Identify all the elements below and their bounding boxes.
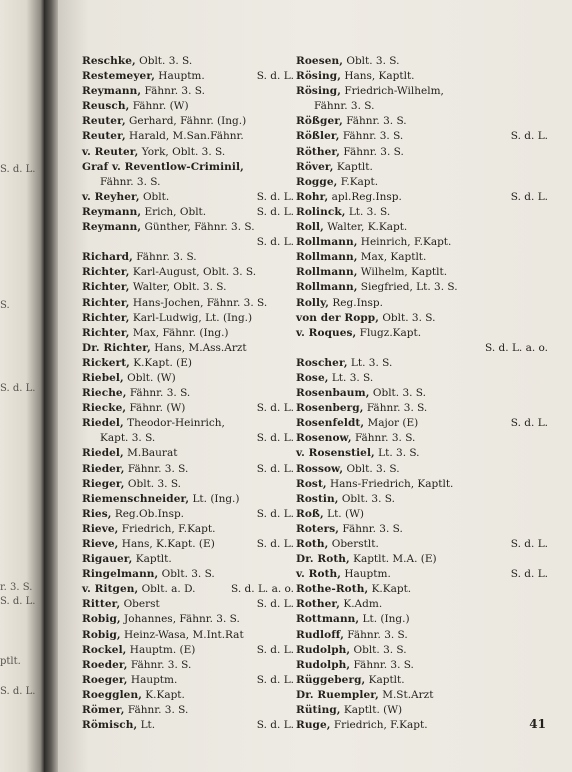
list-item bbox=[82, 190, 294, 205]
entry-name: Rockel, bbox=[82, 643, 127, 656]
entry-name: Rohr, bbox=[296, 190, 329, 203]
book-gutter bbox=[44, 0, 58, 772]
entry-details: Reg.Insp. bbox=[332, 296, 383, 309]
entry-name: Rollmann, bbox=[296, 281, 358, 294]
list-item bbox=[296, 220, 548, 235]
list-item bbox=[82, 507, 294, 522]
entry-note: S. d. L. bbox=[256, 70, 294, 83]
entry-details: Fähnr. 3. S. bbox=[314, 100, 375, 113]
left-page-fragment: S. d. L. bbox=[0, 686, 36, 697]
entry-note: S. d. L. a. o. bbox=[231, 583, 294, 596]
entry-note: S. d. L. bbox=[256, 236, 294, 249]
entry-details: Oblt. 3. S. bbox=[382, 311, 436, 324]
entry-details: Fähnr. 3. S. bbox=[347, 628, 408, 641]
entry-details: Fähnr. 3. S. bbox=[129, 387, 191, 400]
entry-details: Fähnr. 3. S. bbox=[130, 658, 192, 671]
entry-name: Robig, bbox=[82, 613, 121, 626]
list-item bbox=[296, 582, 548, 597]
entry-details: Max, Kaptlt. bbox=[360, 251, 427, 264]
page-number: 41 bbox=[529, 717, 546, 731]
entry-details: Oblt. 3. S. bbox=[127, 477, 181, 490]
entry-name: Riedel, bbox=[82, 417, 124, 430]
list-item bbox=[296, 522, 548, 537]
list-item bbox=[82, 311, 294, 326]
list-item bbox=[296, 446, 548, 461]
entry-details: apl.Reg.Insp. bbox=[331, 190, 402, 203]
entry-note: S. d. L. bbox=[256, 673, 294, 686]
list-item bbox=[82, 69, 294, 84]
list-item bbox=[82, 643, 294, 658]
entry-name: Richter, bbox=[82, 266, 130, 279]
entry-name: Rösing, bbox=[296, 70, 341, 83]
list-item bbox=[296, 401, 548, 416]
entry-name: Ringelmann, bbox=[82, 568, 159, 581]
left-page-fragment: S. bbox=[0, 300, 10, 311]
entry-name: v. Rosenstiel, bbox=[296, 447, 375, 460]
entry-details: Kaptlt. M.A. (E) bbox=[353, 553, 437, 566]
entry-name: Reymann, bbox=[82, 205, 142, 218]
list-item bbox=[82, 582, 294, 597]
list-item bbox=[82, 522, 294, 537]
list-item bbox=[82, 537, 294, 552]
entry-name: Rose, bbox=[296, 371, 329, 384]
entry-details: Fähnr. 3. S. bbox=[354, 432, 416, 445]
list-item bbox=[296, 431, 548, 446]
entry-details: M.St.Arzt bbox=[382, 688, 434, 701]
entry-details: Major (E) bbox=[367, 417, 419, 430]
list-item bbox=[82, 265, 294, 280]
entry-note: S. d. L. bbox=[256, 462, 294, 475]
entry-details: Karl-Ludwig, Lt. (Ing.) bbox=[132, 311, 253, 324]
entry-name: Dr. Richter, bbox=[82, 341, 151, 354]
entry-details: Oblt. 3. S. bbox=[161, 568, 215, 581]
entry-details: Fähnr. 3. S. bbox=[346, 115, 407, 128]
list-item bbox=[82, 235, 294, 250]
list-item bbox=[82, 114, 294, 129]
entry-details: Siegfried, Lt. 3. S. bbox=[360, 281, 458, 294]
left-page-fragment: ptlt. bbox=[0, 656, 21, 667]
list-item bbox=[296, 129, 548, 144]
list-item bbox=[296, 643, 548, 658]
entry-name: Rollmann, bbox=[296, 251, 358, 264]
left-page-fragment: r. 3. S. bbox=[0, 582, 33, 593]
right-column bbox=[296, 54, 548, 733]
entry-note: S. d. L. bbox=[256, 205, 294, 218]
entry-name: Roegglen, bbox=[82, 688, 142, 701]
entry-details: Fähnr. (W) bbox=[132, 100, 189, 113]
entry-details: Oblt. (W) bbox=[127, 371, 176, 384]
entry-details: Fähnr. (W) bbox=[129, 402, 186, 415]
entry-details: Oblt. 3. S. bbox=[139, 55, 193, 67]
entry-details: Lt. 3. S. bbox=[348, 205, 391, 218]
list-item bbox=[82, 718, 294, 733]
entry-name: Rieve, bbox=[82, 522, 119, 535]
list-item bbox=[296, 673, 548, 688]
list-item bbox=[296, 462, 548, 477]
list-item bbox=[82, 658, 294, 673]
list-item bbox=[82, 492, 294, 507]
list-item bbox=[82, 703, 294, 718]
list-item bbox=[82, 250, 294, 265]
entry-note: S. d. L. a. o. bbox=[485, 341, 548, 354]
entry-details: Fähnr. 3. S. bbox=[127, 704, 189, 717]
entry-name: Richard, bbox=[82, 251, 133, 264]
entry-details: Oblt. 3. S. bbox=[341, 492, 395, 505]
entry-details: K.Adm. bbox=[343, 598, 383, 611]
left-page-edge bbox=[0, 0, 44, 772]
entry-details: Kaptlt. bbox=[135, 553, 172, 566]
entry-note: S. d. L. bbox=[510, 417, 548, 430]
list-item bbox=[296, 235, 548, 250]
list-item bbox=[296, 311, 548, 326]
entry-details: Walter, K.Kapt. bbox=[327, 221, 408, 234]
entry-name: v. Reyher, bbox=[82, 190, 140, 203]
list-item bbox=[296, 190, 548, 205]
entry-note: S. d. L. bbox=[256, 538, 294, 550]
list-item bbox=[296, 99, 548, 114]
entry-details: Fähnr. 3. S. bbox=[144, 85, 205, 98]
list-item bbox=[296, 145, 548, 160]
list-item bbox=[82, 99, 294, 114]
entry-name: v. Roques, bbox=[296, 326, 357, 339]
list-item bbox=[82, 280, 294, 295]
entry-name: Rudloff, bbox=[296, 628, 344, 641]
entry-details: Gerhard, Fähnr. (Ing.) bbox=[129, 115, 247, 128]
list-item bbox=[82, 371, 294, 386]
entry-details: Fähnr. 3. S. bbox=[100, 175, 161, 188]
list-item bbox=[82, 386, 294, 401]
list-item bbox=[296, 356, 548, 371]
list-item bbox=[82, 341, 294, 356]
entry-note: S. d. L. bbox=[256, 432, 294, 445]
entry-details: Lt. 3. S. bbox=[331, 371, 374, 384]
entry-details: Oblt. 3. S. bbox=[353, 643, 407, 656]
entry-note: S. d. L. bbox=[510, 130, 548, 143]
entry-details: Walter, Oblt. 3. S. bbox=[132, 281, 227, 294]
entry-note: S. d. L. bbox=[510, 538, 548, 550]
entry-details: Hans-Friedrich, Kaptlt. bbox=[330, 477, 454, 490]
entry-details: Lt. (Ing.) bbox=[362, 613, 410, 626]
list-item bbox=[296, 507, 548, 522]
entry-name: Rößler, bbox=[296, 130, 340, 143]
entry-details: Heinrich, F.Kapt. bbox=[360, 236, 452, 249]
list-item bbox=[82, 446, 294, 461]
entry-name: Rostin, bbox=[296, 492, 339, 505]
entry-details: Karl-August, Oblt. 3. S. bbox=[132, 266, 257, 279]
entry-name: Rosenberg, bbox=[296, 402, 364, 415]
entry-name: Roeger, bbox=[82, 673, 128, 686]
list-item bbox=[296, 84, 548, 99]
entry-details: Oblt. 3. S. bbox=[346, 462, 400, 475]
list-item bbox=[296, 612, 548, 627]
list-item bbox=[82, 129, 294, 144]
list-item bbox=[82, 54, 294, 69]
list-item bbox=[296, 567, 548, 582]
entry-name: v. Roth, bbox=[296, 568, 342, 581]
entry-name: Dr. Ruempler, bbox=[296, 688, 379, 701]
entry-details: Friedrich, F.Kapt. bbox=[121, 522, 216, 535]
entry-name: Rottmann, bbox=[296, 613, 360, 626]
entry-details: Oblt. 3. S. bbox=[372, 387, 426, 400]
entry-name: Rolly, bbox=[296, 296, 330, 309]
entry-name: Röver, bbox=[296, 160, 334, 173]
entry-name: Rossow, bbox=[296, 462, 344, 475]
entry-details: Lt. 3. S. bbox=[378, 447, 420, 460]
list-item bbox=[296, 265, 548, 280]
list-item bbox=[82, 145, 294, 160]
entry-details: Hans, Kaptlt. bbox=[344, 70, 415, 83]
list-item bbox=[296, 477, 548, 492]
entry-details: Friedrich-Wilhelm, bbox=[344, 85, 444, 98]
entry-note: S. d. L. bbox=[256, 598, 294, 611]
entry-details: Wilhelm, Kaptlt. bbox=[360, 266, 448, 279]
entry-name: Rollmann, bbox=[296, 236, 358, 249]
entry-details: Hauptm. (E) bbox=[129, 643, 196, 656]
entry-details: Flugz.Kapt. bbox=[359, 326, 422, 339]
list-item bbox=[296, 718, 548, 733]
left-page-fragment: S. d. L. bbox=[0, 383, 36, 394]
entry-details: Fähnr. 3. S. bbox=[127, 462, 189, 475]
list-item bbox=[296, 552, 548, 567]
list-item bbox=[82, 175, 294, 190]
entry-details: Heinz-Wasa, M.Int.Rat bbox=[124, 628, 244, 641]
entry-name: Rieche, bbox=[82, 387, 127, 400]
list-item bbox=[82, 462, 294, 477]
entry-details: Oblt. bbox=[142, 190, 170, 203]
entry-name: Rosenow, bbox=[296, 432, 352, 445]
list-item bbox=[296, 54, 548, 69]
entry-name: von der Ropp, bbox=[296, 311, 379, 324]
list-item bbox=[296, 296, 548, 311]
entry-details: K.Kapt. bbox=[145, 688, 185, 701]
entry-name: Rosenbaum, bbox=[296, 387, 370, 400]
entry-name: Rüting, bbox=[296, 704, 341, 717]
list-item bbox=[296, 628, 548, 643]
entry-name: Richter, bbox=[82, 326, 130, 339]
list-item bbox=[82, 205, 294, 220]
list-item bbox=[82, 296, 294, 311]
entry-name: Ries, bbox=[82, 507, 112, 520]
entry-details: Hans, K.Kapt. (E) bbox=[121, 538, 215, 550]
entry-name: Rosenfeldt, bbox=[296, 417, 365, 430]
entry-name: Graf v. Reventlow-Criminil, bbox=[82, 160, 244, 173]
entry-note: S. d. L. bbox=[256, 719, 294, 732]
entry-name: Robig, bbox=[82, 628, 121, 641]
entry-name: Rudolph, bbox=[296, 658, 351, 671]
left-page-fragment: S. d. L. bbox=[0, 164, 36, 175]
entry-details: Johannes, Fähnr. 3. S. bbox=[124, 613, 240, 626]
entry-name: Roll, bbox=[296, 221, 324, 234]
list-item bbox=[296, 416, 548, 431]
entry-details: Fähnr. 3. S. bbox=[342, 130, 404, 143]
entry-details: Fähnr. 3. S. bbox=[136, 251, 197, 264]
list-item bbox=[296, 280, 548, 295]
list-item bbox=[296, 688, 548, 703]
list-item bbox=[296, 69, 548, 84]
entry-name: Rüggeberg, bbox=[296, 673, 366, 686]
entry-details: Friedrich, F.Kapt. bbox=[333, 719, 428, 732]
entry-name: Rieve, bbox=[82, 538, 119, 550]
list-item bbox=[82, 673, 294, 688]
entry-name: Rolinck, bbox=[296, 205, 346, 218]
entry-name: Richter, bbox=[82, 296, 130, 309]
entry-name: Roesen, bbox=[296, 55, 343, 67]
list-item bbox=[296, 160, 548, 175]
left-page-fragment: S. d. L. bbox=[0, 596, 36, 607]
list-item bbox=[296, 114, 548, 129]
entry-details: Fähnr. 3. S. bbox=[353, 658, 414, 671]
entry-name: Riebel, bbox=[82, 371, 124, 384]
entry-name: Reymann, bbox=[82, 85, 142, 98]
list-item bbox=[82, 597, 294, 612]
entry-details: Max, Fähnr. (Ing.) bbox=[132, 326, 229, 339]
entry-name: Reuter, bbox=[82, 130, 126, 143]
list-item bbox=[82, 628, 294, 643]
list-item bbox=[296, 205, 548, 220]
list-item bbox=[82, 220, 294, 235]
entry-details: Oberstlt. bbox=[331, 538, 379, 550]
entry-name: Rößger, bbox=[296, 115, 343, 128]
list-item bbox=[296, 386, 548, 401]
list-item bbox=[296, 597, 548, 612]
entry-name: Ritter, bbox=[82, 598, 121, 611]
entry-name: Roeder, bbox=[82, 658, 128, 671]
entry-name: Reymann, bbox=[82, 221, 142, 234]
entry-name: Riedel, bbox=[82, 447, 124, 460]
entry-name: Riemenschneider, bbox=[82, 492, 190, 505]
entry-details: Hauptm. bbox=[130, 673, 178, 686]
list-item bbox=[296, 658, 548, 673]
entry-details: Fähnr. 3. S. bbox=[366, 402, 428, 415]
list-item bbox=[296, 371, 548, 386]
entry-details: Kaptlt. bbox=[368, 673, 405, 686]
left-column bbox=[82, 54, 294, 733]
list-item bbox=[82, 552, 294, 567]
entry-name: v. Ritgen, bbox=[82, 583, 139, 596]
list-item bbox=[296, 250, 548, 265]
entry-details: Oblt. 3. S. bbox=[346, 55, 400, 67]
entry-details: Günther, Fähnr. 3. S. bbox=[144, 221, 255, 234]
entry-name: Roters, bbox=[296, 522, 340, 535]
entry-name: Römer, bbox=[82, 704, 125, 717]
entry-name: Rost, bbox=[296, 477, 327, 490]
entry-note: S. d. L. bbox=[256, 402, 294, 415]
list-item bbox=[82, 612, 294, 627]
entry-details: K.Kapt. bbox=[371, 583, 412, 596]
entry-name: v. Reuter, bbox=[82, 145, 139, 158]
entry-details: Kaptlt. (W) bbox=[343, 704, 403, 717]
entry-details: Theodor-Heinrich, bbox=[127, 417, 225, 430]
list-item bbox=[82, 356, 294, 371]
entry-name: Rickert, bbox=[82, 356, 130, 369]
list-item bbox=[82, 416, 294, 431]
list-item bbox=[296, 703, 548, 718]
entry-details: K.Kapt. (E) bbox=[133, 356, 193, 369]
entry-details: Hans-Jochen, Fähnr. 3. S. bbox=[132, 296, 268, 309]
entry-note: S. d. L. bbox=[256, 643, 294, 656]
list-item bbox=[82, 160, 294, 175]
entry-note: S. d. L. bbox=[510, 190, 548, 203]
entry-details: York, Oblt. 3. S. bbox=[141, 145, 226, 158]
entry-name: Richter, bbox=[82, 281, 130, 294]
list-item bbox=[82, 567, 294, 582]
list-item bbox=[296, 175, 548, 190]
entry-details: Hauptm. bbox=[158, 70, 205, 83]
list-item bbox=[82, 431, 294, 446]
entry-name: Reschke, bbox=[82, 55, 136, 67]
entry-name: Rother, bbox=[296, 598, 341, 611]
entry-name: Reusch, bbox=[82, 100, 130, 113]
entry-details: Fähnr. 3. S. bbox=[343, 145, 404, 158]
entry-details: Oberst bbox=[123, 598, 160, 611]
entry-name: Restemeyer, bbox=[82, 70, 155, 83]
entry-name: Rigauer, bbox=[82, 553, 133, 566]
list-item bbox=[296, 537, 548, 552]
entry-name: Rieger, bbox=[82, 477, 125, 490]
entry-details: F.Kapt. bbox=[340, 175, 379, 188]
entry-details: Lt. bbox=[140, 719, 156, 732]
list-item bbox=[296, 326, 548, 341]
list-item bbox=[296, 492, 548, 507]
entry-details: Erich, Oblt. bbox=[144, 205, 207, 218]
entry-name: Roscher, bbox=[296, 356, 348, 369]
entry-name: Roß, bbox=[296, 507, 324, 520]
entry-details: Oblt. a. D. bbox=[141, 583, 196, 596]
entry-details: Harald, M.San.Fähnr. bbox=[129, 130, 244, 143]
entry-details: Lt. (Ing.) bbox=[192, 492, 240, 505]
book-page bbox=[58, 0, 572, 772]
list-item bbox=[82, 326, 294, 341]
entry-details: Hans, M.Ass.Arzt bbox=[154, 341, 247, 354]
entry-details: Kaptlt. bbox=[336, 160, 373, 173]
entry-note: S. d. L. bbox=[510, 568, 548, 581]
entry-note: S. d. L. bbox=[256, 507, 294, 520]
list-item bbox=[82, 84, 294, 99]
entry-details: Reg.Ob.Insp. bbox=[114, 507, 185, 520]
entry-note: S. d. L. bbox=[256, 190, 294, 203]
entry-name: Rieder, bbox=[82, 462, 125, 475]
entry-name: Ruge, bbox=[296, 719, 331, 732]
entry-name: Dr. Roth, bbox=[296, 553, 350, 566]
entry-name: Rothe-Roth, bbox=[296, 583, 369, 596]
entry-name: Römisch, bbox=[82, 719, 138, 732]
entry-name: Rudolph, bbox=[296, 643, 351, 656]
entry-name: Rösing, bbox=[296, 85, 341, 98]
list-item bbox=[296, 341, 548, 356]
entry-details: Hauptm. bbox=[344, 568, 391, 581]
entry-details: Fähnr. 3. S. bbox=[342, 522, 403, 535]
list-item bbox=[82, 688, 294, 703]
entry-name: Rollmann, bbox=[296, 266, 358, 279]
entry-details: Lt. (W) bbox=[327, 507, 364, 520]
entry-name: Roth, bbox=[296, 538, 329, 550]
list-item bbox=[82, 401, 294, 416]
entry-name: Richter, bbox=[82, 311, 130, 324]
entry-name: Röther, bbox=[296, 145, 341, 158]
entry-name: Riecke, bbox=[82, 402, 127, 415]
entry-details: Lt. 3. S. bbox=[350, 356, 393, 369]
entry-name: Reuter, bbox=[82, 115, 126, 128]
entry-details: Kapt. 3. S. bbox=[100, 432, 156, 445]
entry-details: M.Baurat bbox=[127, 447, 178, 460]
list-item bbox=[82, 477, 294, 492]
entry-name: Rogge, bbox=[296, 175, 338, 188]
